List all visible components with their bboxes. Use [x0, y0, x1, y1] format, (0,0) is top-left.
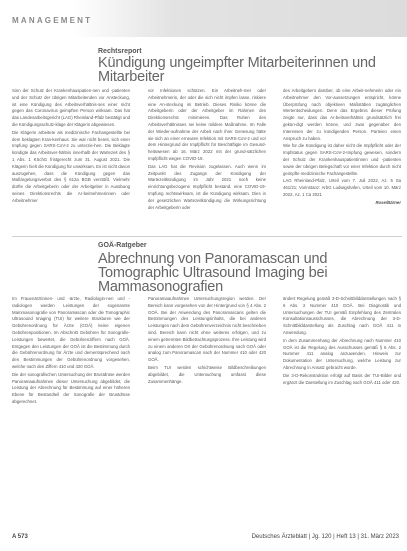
article2-title: Abrechnung von Panoramascan und Tomographic Ultrasound Imaging bei Mammasonografien: [98, 251, 328, 295]
page-number: A 573: [12, 534, 28, 540]
article1-column-1: [12, 88, 130, 230]
article1-kicker: Rechtsreport: [98, 48, 142, 55]
article1-col2-paragraph: Das LAG hat die Revision zugelassen. Auch wenn im Zeitpunkt des Zugangs der Kündigung der Wartezeitkündigung im Jahr 2021 noch keine einrichtungsbezogene Impfpflicht bestand, eine COVID-19-Impfung rechtswirksam, ist die Kündigung wirksam. Dies in der gesetzlichen Wartezeitkündigung die Wirkungsrichtung der Arbeitgeberin oder: [148, 163, 266, 210]
article2-col3-paragraph: ändert Regelung gemäß 3-D-Schnittbilddarstellungen nach § 6 Abs. 2 Nummer 410 GOÄ. Bei Diagnostik und Untersuchungen der TUI gemäß Empfehlung des Zentralen Konsultationsausschusses, die Abrechnung der 3-D-Schnittbilddarstellung als Zuschlag nach GOÄ 411 in Anwendung.: [283, 296, 401, 335]
article2-column-2: [148, 296, 266, 530]
journal-citation: Deutsches Ärzteblatt | Jg. 120 | Heft 13 | 31. März 2023: [251, 534, 399, 540]
article2-col2-paragraph: Panoramaaufnahmen Untersuchungsregion werden. Der Bereich kann vorgesehen von der Hintergrund von § 4 Abs. 2 GOÄ. Bei der Anwendung des Panoramascans gelten die Bestimmungen des Leistungsinhalts, die bei anderen Leistungen nach dem Gebührenverzeichnis nicht beschrieben sind. Bereich kann nicht ohne weiteres erfolgen, und zu einem getrennten Bildbetrachtungsprozess. Ihre Leistung wird zu einem anderen Ort der Gebührenordnung nach GOÄ oder analog zum Panoramascan nach der Nummer 410 oder 420 GOÄ.: [148, 296, 266, 363]
article2-kicker: GOÄ-Ratgeber: [98, 242, 147, 249]
article2-col2-paragraph: Beim TUI werden schichtweise Bildbeschreibungen abgebildet, die Untersuchung umfasst diese Zusammenhänge.: [148, 364, 266, 384]
article2-col3-paragraph: In dem Zusammenhang der Abrechnung nach Nummer 410 GOÄ ist die Regelung des Ausschusses gemäß § 6 Abs. 2 Nummer 411 analog anzuwenden. Hinweis zur Dokumentation der Untersuchung, welche Leistung zur Abrechnung in Ansatz gebracht wurde.: [283, 337, 401, 370]
article-divider: [12, 236, 402, 237]
article2-column-3: [283, 296, 401, 530]
article2-col1-paragraph: Die der sonografischen Untersuchung der Brustdrüse werden Panoramaaufnahmen dieser Untersuchung abgebildet, die Leistung der Abrechnung für Bestimmung auf einer höheren Ebene für Bestandteil der Sonografie der Brustdrüse abgerechnet.: [12, 371, 130, 404]
article2-col1-paragraph: Im Frauenärztinnen- und -ärzte, Radiologin-nen und -radiologen werden Leistungen der sogenannte Mammasonografie von Panoramascan oder die Tomographic Ultrasound Imaging (TUI) für weitere Strukturen wie der Gebührenordnung für Ärzte (GOÄ) keine eigenen Gebührenpositionen. Im Abschnitt Gebühren für Sonografie-Leistungen bewertet, die Gebührenziffern nach GOÄ. Entgegen den Leistungen der GOÄ ist die Bestimmung durch die Gebührenordnung für Ärzte und dementsprechend nach den Bestimmungen der Gebührenordnung vorgesehen, welche nach den Ziffern 410 und 420 GOÄ.: [12, 296, 130, 369]
article1-col3-paragraph: des Arbeitgebers darüber, ob eine Arbeit-nehmerin oder ein Arbeitnehmer den Vor-aussetzungen entspricht, könne Überprüfung nach objektiven Maßstäben zugänglichen Wertentscheidungen. Denn das Ergebnis dieser Prüfung zeigte nur, dass das Ar-beitsverhältnis grundsätzlich frei gekün-digt werden könne, und zwar gegenüber den Interessen der zu kündigenden Person. Parteien einen Anspruch zu haben.: [283, 88, 401, 141]
article1-col3-paragraph: Wie für die Kündigung ist daher nicht die Impfpflicht oder der Impfstatus gegen SARS-CoV-2-Impfung gewesen, sondern der Schutz der Krankenhauspatientinnen und -patienten sowie der übrigen Belegschaft vor einer Infektion durch nicht geimpfte medizinische Fachangestellte.: [283, 143, 401, 176]
article1-author-line: [283, 200, 401, 207]
article1-col1-paragraph: Die Klägerin arbeitete als medizinische Fachangestellte bei dem beklagten Kran-kenhaus. Sie war nicht bereit, sich einer Impfung gegen SARS-CoV-2 zu unterzie-hen. Die Beklagte kündigte das Arbeitsver-hältnis innerhalb der Wartezeit des § 1 Abs. 1 KSchG fristgerecht zum 31. August 2021. Die Klägerin hielt die Kündigung für unwirksam. Es ist nicht davon auszugehen, dass die Kündigung gegen das Maßregelungsverbot des § 612a BGB verstößt. Vielmehr dürfte die Arbeitgeberin oder der Arbeitgeber in Ausübung seines Direktionsrechts die Ar-beitnehmerinnen oder Arbeitnehmer: [12, 129, 130, 203]
article1-author: Rose/Bärner: [375, 199, 401, 205]
article1-col1-paragraph: Sinn der Schutz der Krankenhauspatien-nen und -patienten und der Schutz der übrigen Mitarbeitenden vor Ansteckung, ist eine Kündigung des Arbeitsverhältnis-ses einer nicht gegen das Coronavirus geimpften Person wirksam. Das hat das Landesarbeitsgericht (LAG) Rheinland-Pfalz bestätigt und die Kündigungsschutz-klage der Klägerin abgewiesen.: [12, 88, 130, 127]
article1-citation: LAG Rheinland-Pfalz, Urteil vom 7. Juli 2022, Az. 5 Sa 461/21; Vorinstanz: ArbG Ludwigshafen, Urteil vom 10. März 2022, Az. 1 Ca 2021: [283, 178, 401, 197]
article1-title: Kündigung ungeimpfter Mitarbeiterinnen und Mitarbeiter: [98, 55, 376, 85]
article2-col3-paragraph: Die 3-D-Rekonstruktion erfolgt auf Basis der TUI-Bilder und ergänzt die Darstellung im Zuschlag nach GOÄ 411 oder 420.: [283, 372, 401, 385]
article1-column-2: [148, 88, 266, 230]
article1-col2-paragraph: vor Infektionen schützen. Ein Arbeitneh-mer oder Arbeitnehmerin, der oder die sich nicht impfen lasse, riskiere eine An-steckung im Betrieb. Dieses Risiko könne die Arbeitgeberin oder der Arbeitgeber im Rahmen des Direktionsrechts minimieren. Das Ruhen des Arbeitsverhältnisses sei keine mildere Maßnahme. Im Falle der Wieder-aufnahme der Arbeit nach ihrer Genesung hätte sie sich an einer erneuten Infektion mit SARS-CoV-2 und vor dem Hintergrund der Impfpflicht für Beschäftigte im Gesund-heitswesen ab 16. März 2022 mit der grund-sätzlichen Impfpflicht wegen COVID-19.: [148, 88, 266, 161]
section-label: MANAGEMENT: [12, 16, 93, 25]
article1-column-3: [283, 88, 401, 230]
article2-column-1: [12, 296, 130, 530]
